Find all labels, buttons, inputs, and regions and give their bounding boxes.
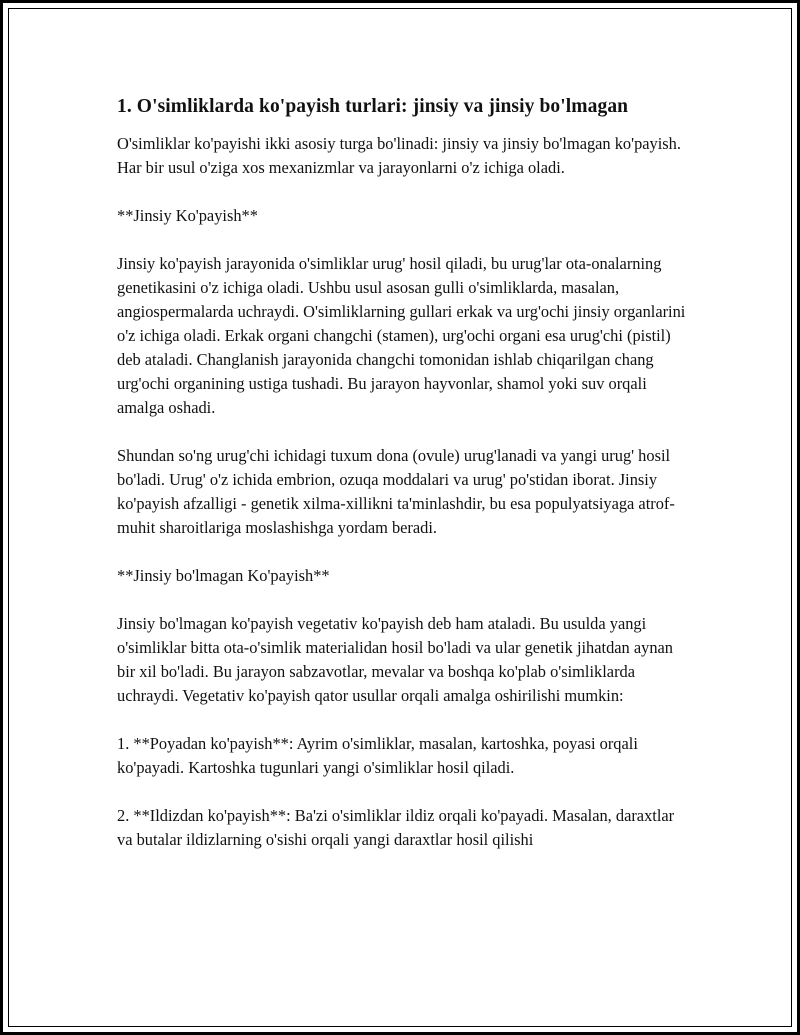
list-item-root-propagation: 2. **Ildizdan ko'payish**: Ba'zi o'simliklar ildiz orqali ko'payadi. Masalan, daraxtlar va butalar ildizlarning o'sishi orqali yangi daraxtlar hosil qilishi: [117, 806, 675, 849]
paragraph-fertilization: Shundan so'ng urug'chi ichidagi tuxum dona (ovule) urug'lanadi va yangi urug' hosil bo'ladi. Urug' o'z ichida embrion, ozuqa moddalari va urug' po'stidan iborat. Jinsiy ko'payish afzalligi - genetik xilma-xillikni ta'minlashdir, bu esa populyatsiyaga atrof-muhit sharoitlariga moslashishga yordam beradi.: [117, 446, 675, 537]
document-title: 1. O'simliklarda ko'payish turlari: jinsiy va jinsiy bo'lmagan: [117, 96, 629, 117]
paragraph-asexual-reproduction: Jinsiy bo'lmagan ko'payish vegetativ ko'payish deb ham ataladi. Bu usulda yangi o'simliklar bitta ota-o'simlik materialidan hosil bo'ladi va ular genetik jihatdan aynan bir xil bo'ladi. Bu jarayon sabzavotlar, mevalar va boshqa ko'plab o'simliklarda uchraydi. Vegetativ ko'payish qator usullar orqali amalga oshirilishi mumkin:: [117, 614, 673, 705]
subheading-sexual-reproduction: **Jinsiy Ko'payish**: [117, 206, 258, 225]
subheading-asexual-reproduction: **Jinsiy bo'lmagan Ko'payish**: [117, 566, 330, 585]
document-body: [117, 94, 687, 852]
list-item-stem-propagation: 1. **Poyadan ko'payish**: Ayrim o'simliklar, masalan, kartoshka, poyasi orqali ko'payadi. Kartoshka tugunlari yangi o'simliklar hosil qiladi.: [117, 734, 638, 777]
paragraph-intro: O'simliklar ko'payishi ikki asosiy turga bo'linadi: jinsiy va jinsiy bo'lmagan ko'payish. Har bir usul o'ziga xos mexanizmlar va jarayonlarni o'z ichiga oladi.: [117, 134, 681, 177]
paragraph-sexual-reproduction: Jinsiy ko'payish jarayonida o'simliklar urug' hosil qiladi, bu urug'lar ota-onalarning genetikasini o'z ichiga oladi. Ushbu usul asosan gulli o'simliklarda, masalan, angiospermalarda uchraydi. O'simliklarning gullari erkak va urg'ochi jinsiy organlarini o'z ichiga oladi. Erkak organi changchi (stamen), urg'ochi organi esa urug'chi (pistil) deb ataladi. Changlanish jarayonida changchi tomonidan ishlab chiqarilgan chang urg'ochi organining ustiga tushadi. Bu jarayon hayvonlar, shamol yoki suv orqali amalga oshadi.: [117, 254, 686, 417]
